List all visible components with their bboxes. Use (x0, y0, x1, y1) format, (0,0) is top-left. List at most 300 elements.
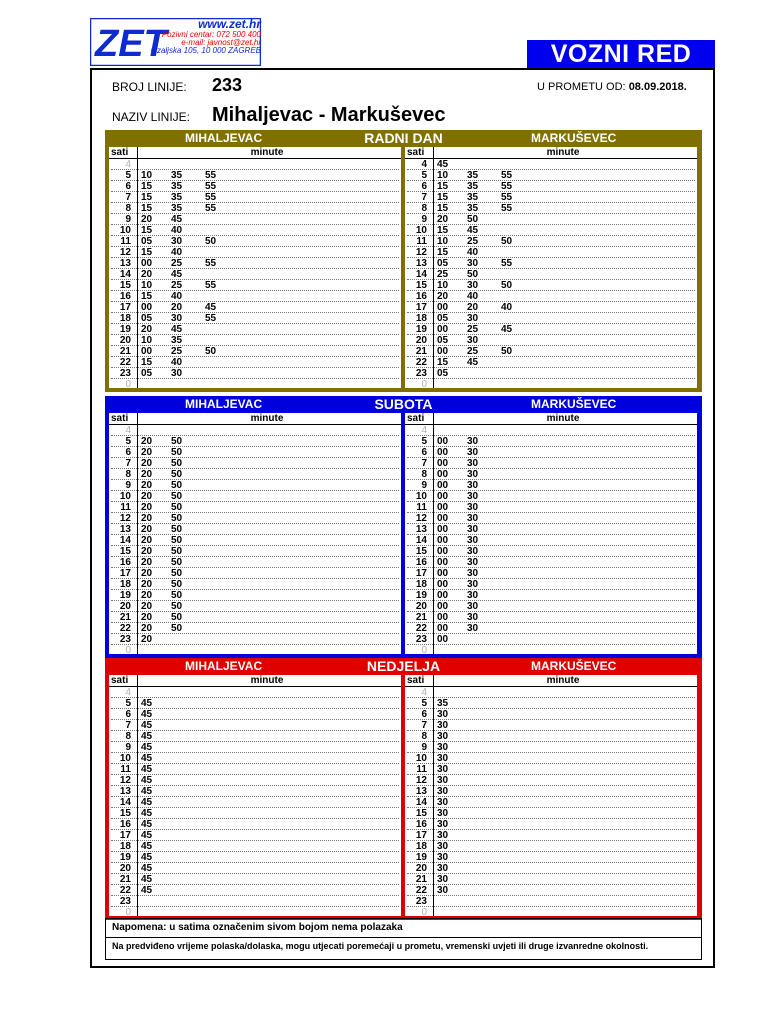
table-row (405, 546, 697, 557)
table-row (405, 335, 697, 346)
table-row (109, 280, 401, 291)
hour-cell: 20 (119, 335, 131, 346)
hour-cell: 15 (415, 546, 427, 557)
table-row (109, 808, 401, 819)
hour-cell: 17 (415, 568, 427, 579)
table-row (405, 645, 697, 654)
minute-cell: 20 (141, 513, 153, 524)
minute-cell: 45 (141, 720, 153, 731)
minute-cell: 40 (171, 291, 183, 302)
hour-cell: 13 (415, 258, 427, 269)
minute-cell: 05 (437, 313, 449, 324)
minute-cell: 15 (141, 203, 153, 214)
minute-cell: 15 (437, 225, 449, 236)
minute-cell: 35 (171, 192, 183, 203)
minute-cell: 15 (141, 181, 153, 192)
hour-cell: 16 (415, 557, 427, 568)
hour-cell: 10 (119, 753, 131, 764)
minute-cell: 20 (141, 214, 153, 225)
hour-cell: 19 (415, 590, 427, 601)
table-row (109, 557, 401, 568)
minute-cell: 35 (171, 335, 183, 346)
minute-cell: 40 (171, 247, 183, 258)
hour-cell: 22 (415, 357, 427, 368)
hour-cell: 19 (119, 324, 131, 335)
table-row (405, 469, 697, 480)
hour-cell: 4 (421, 159, 427, 170)
hour-cell: 0 (421, 379, 427, 388)
hour-cell: 21 (119, 874, 131, 885)
minute-cell: 45 (467, 225, 479, 236)
minute-cell: 00 (437, 590, 449, 601)
day-label: NEDJELJA (366, 658, 441, 674)
table-row (405, 841, 697, 852)
logo-address: Ozaljska 105, 10 000 ZAGREB (150, 46, 261, 56)
minute-cell: 50 (171, 491, 183, 502)
table-row (109, 225, 401, 236)
minute-cell: 25 (171, 280, 183, 291)
table-row (405, 280, 697, 291)
minute-cell: 50 (171, 612, 183, 623)
table-from-markusevec (405, 413, 697, 654)
name-label: NAZIV LINIJE: (112, 110, 191, 124)
table-row (109, 447, 401, 458)
table-row (109, 742, 401, 753)
minute-cell: 35 (467, 181, 479, 192)
minute-cell: 55 (501, 258, 513, 269)
minute-cell: 45 (141, 764, 153, 775)
minute-cell: 45 (141, 874, 153, 885)
minute-cell: 00 (437, 535, 449, 546)
hour-cell: 19 (415, 324, 427, 335)
hour-cell: 11 (120, 764, 131, 775)
minute-cell: 50 (171, 623, 183, 634)
notes-divider (105, 937, 702, 938)
minute-cell: 20 (141, 480, 153, 491)
minute-cell: 20 (141, 469, 153, 480)
table-row (109, 568, 401, 579)
hour-cell: 8 (125, 731, 131, 742)
table-row (109, 590, 401, 601)
table-row (405, 623, 697, 634)
hour-cell: 17 (415, 830, 427, 841)
minute-cell: 45 (141, 753, 153, 764)
hour-cell: 15 (119, 808, 131, 819)
table-row (109, 874, 401, 885)
hour-cell: 12 (415, 513, 427, 524)
minute-cell: 00 (437, 524, 449, 535)
hour-cell: 0 (125, 907, 131, 916)
minute-cell: 30 (437, 885, 449, 896)
note-grey-hours: Napomena: u satima označenim sivom bojom nema polazaka (112, 922, 403, 933)
minute-cell: 15 (437, 192, 449, 203)
hour-cell: 6 (421, 181, 427, 192)
table-row (109, 634, 401, 645)
minute-cell: 55 (205, 170, 217, 181)
minute-cell: 20 (141, 269, 153, 280)
hour-cell: 10 (415, 491, 427, 502)
section-header (105, 658, 702, 675)
hour-cell: 22 (415, 623, 427, 634)
hour-cell: 5 (421, 436, 427, 447)
minute-cell: 30 (467, 568, 479, 579)
day-label: RADNI DAN (364, 130, 443, 146)
table-row (405, 192, 697, 203)
table-row (405, 214, 697, 225)
minute-cell: 50 (171, 590, 183, 601)
minute-cell: 45 (141, 742, 153, 753)
hour-cell: 5 (125, 698, 131, 709)
hour-cell: 20 (415, 863, 427, 874)
minute-cell: 05 (141, 368, 153, 379)
table-row (405, 590, 697, 601)
table-row (405, 436, 697, 447)
minute-cell: 50 (171, 447, 183, 458)
hour-cell: 6 (421, 447, 427, 458)
hour-cell: 16 (415, 291, 427, 302)
table-row (109, 687, 401, 698)
minute-cell: 30 (467, 524, 479, 535)
minute-cell: 10 (437, 280, 449, 291)
minute-cell: 30 (437, 852, 449, 863)
minute-cell: 00 (437, 513, 449, 524)
hour-cell: 17 (415, 302, 427, 313)
hour-cell: 5 (421, 698, 427, 709)
minute-cell: 00 (437, 601, 449, 612)
minute-cell: 35 (171, 170, 183, 181)
table-row (405, 753, 697, 764)
table-row (109, 535, 401, 546)
minute-cell: 05 (437, 335, 449, 346)
minute-cell: 00 (141, 346, 153, 357)
table-row (109, 502, 401, 513)
hours-header: sati (111, 675, 129, 686)
table-row (405, 535, 697, 546)
hour-cell: 14 (415, 535, 427, 546)
table-row (109, 546, 401, 557)
table-row (405, 852, 697, 863)
minute-cell: 40 (171, 357, 183, 368)
column-header (405, 675, 697, 686)
minute-cell: 45 (141, 885, 153, 896)
minute-cell: 30 (467, 601, 479, 612)
hour-cell: 4 (125, 687, 131, 698)
hour-cell: 18 (415, 579, 427, 590)
minute-cell: 45 (437, 159, 449, 170)
hour-cell: 23 (119, 368, 131, 379)
hour-cell: 10 (119, 491, 131, 502)
minute-cell: 05 (437, 258, 449, 269)
hour-cell: 9 (421, 214, 427, 225)
hours-header: sati (407, 675, 425, 686)
table-row (109, 841, 401, 852)
minute-cell: 10 (141, 170, 153, 181)
minute-cell: 15 (437, 247, 449, 258)
hour-cell: 21 (415, 346, 427, 357)
minute-cell: 30 (437, 742, 449, 753)
hour-cell: 6 (125, 447, 131, 458)
table-row (109, 612, 401, 623)
minute-cell: 45 (141, 709, 153, 720)
table-row (109, 335, 401, 346)
minute-cell: 20 (141, 491, 153, 502)
hour-cell: 7 (125, 458, 131, 469)
table-row (109, 458, 401, 469)
section-header (105, 396, 702, 413)
table-row (109, 797, 401, 808)
hour-cell: 11 (416, 502, 427, 513)
minute-cell: 30 (467, 258, 479, 269)
table-row (405, 524, 697, 535)
minute-cell: 35 (171, 181, 183, 192)
minute-cell: 20 (141, 436, 153, 447)
minute-cell: 05 (141, 313, 153, 324)
minute-cell: 30 (467, 469, 479, 480)
minute-cell: 20 (141, 502, 153, 513)
minute-cell: 40 (467, 247, 479, 258)
minute-cell: 00 (141, 258, 153, 269)
hour-cell: 8 (421, 469, 427, 480)
minute-cell: 20 (141, 557, 153, 568)
minute-cell: 15 (141, 247, 153, 258)
table-row (405, 742, 697, 753)
table-row (405, 346, 697, 357)
table-row (405, 808, 697, 819)
minute-cell: 15 (141, 225, 153, 236)
minute-cell: 50 (171, 568, 183, 579)
minute-cell: 20 (141, 612, 153, 623)
minute-cell: 05 (437, 368, 449, 379)
minute-cell: 25 (437, 269, 449, 280)
minute-cell: 00 (437, 324, 449, 335)
hour-cell: 22 (119, 357, 131, 368)
hour-cell: 20 (119, 863, 131, 874)
table-row (405, 302, 697, 313)
minute-cell: 00 (141, 302, 153, 313)
table-row (405, 502, 697, 513)
table-row (109, 709, 401, 720)
minute-cell: 30 (467, 557, 479, 568)
minute-cell: 55 (205, 192, 217, 203)
minutes-header: minute (250, 147, 284, 158)
hour-cell: 19 (415, 852, 427, 863)
minutes-header: minute (546, 413, 580, 424)
hour-cell: 4 (421, 687, 427, 698)
table-row (405, 225, 697, 236)
minute-cell: 40 (171, 225, 183, 236)
table-row (405, 786, 697, 797)
hour-cell: 13 (119, 524, 131, 535)
hour-cell: 13 (119, 258, 131, 269)
hour-cell: 17 (119, 568, 131, 579)
hour-cell: 12 (119, 247, 131, 258)
hour-cell: 15 (415, 808, 427, 819)
hour-cell: 6 (125, 709, 131, 720)
minute-cell: 55 (205, 181, 217, 192)
minute-cell: 30 (467, 447, 479, 458)
hour-cell: 10 (119, 225, 131, 236)
table-row (109, 623, 401, 634)
minute-cell: 45 (141, 852, 153, 863)
table-row (109, 357, 401, 368)
minutes-header: minute (250, 675, 284, 686)
minute-cell: 30 (467, 590, 479, 601)
minute-cell: 50 (467, 214, 479, 225)
minute-cell: 50 (501, 280, 513, 291)
minute-cell: 15 (437, 203, 449, 214)
minute-cell: 50 (501, 236, 513, 247)
hour-cell: 22 (415, 885, 427, 896)
table-row (405, 425, 697, 436)
minute-cell: 10 (437, 170, 449, 181)
logo-phone: Pozivni centar: 072 500 400 (161, 29, 261, 39)
hour-cell: 23 (415, 634, 427, 645)
table-row (405, 447, 697, 458)
table-row (405, 557, 697, 568)
minute-cell: 20 (437, 214, 449, 225)
schedule-2 (105, 658, 702, 920)
minute-cell: 50 (501, 346, 513, 357)
hour-cell: 7 (421, 458, 427, 469)
minute-cell: 30 (467, 313, 479, 324)
table-row (109, 258, 401, 269)
minute-cell: 20 (141, 590, 153, 601)
hour-cell: 9 (125, 480, 131, 491)
minute-cell: 00 (437, 557, 449, 568)
schedule-1 (105, 396, 702, 658)
minute-cell: 50 (171, 458, 183, 469)
minute-cell: 15 (437, 181, 449, 192)
minute-cell: 30 (437, 753, 449, 764)
hour-cell: 8 (125, 203, 131, 214)
hour-cell: 13 (415, 786, 427, 797)
minutes-header: minute (546, 147, 580, 158)
table-from-mihaljevac (109, 413, 401, 654)
minute-cell: 55 (501, 192, 513, 203)
direction-left: MIHALJEVAC (185, 397, 263, 411)
table-from-markusevec (405, 147, 697, 388)
minute-cell: 45 (141, 797, 153, 808)
hour-cell: 12 (119, 775, 131, 786)
hour-cell: 9 (421, 742, 427, 753)
hour-cell: 4 (125, 425, 131, 436)
hour-cell: 18 (119, 313, 131, 324)
minute-cell: 55 (501, 170, 513, 181)
minute-cell: 00 (437, 469, 449, 480)
valid-from (537, 81, 687, 93)
minute-cell: 30 (437, 786, 449, 797)
table-row (405, 291, 697, 302)
minutes-header: minute (250, 413, 284, 424)
minute-cell: 25 (171, 258, 183, 269)
table-row (405, 258, 697, 269)
hour-cell: 23 (119, 634, 131, 645)
hour-cell: 15 (415, 280, 427, 291)
minute-cell: 50 (171, 469, 183, 480)
hour-cell: 16 (119, 819, 131, 830)
minute-cell: 45 (171, 269, 183, 280)
minutes-header: minute (546, 675, 580, 686)
table-row (109, 324, 401, 335)
minute-cell: 30 (437, 819, 449, 830)
minute-cell: 20 (141, 458, 153, 469)
minute-cell: 15 (141, 192, 153, 203)
table-row (109, 302, 401, 313)
hour-cell: 7 (125, 192, 131, 203)
table-row (109, 720, 401, 731)
minute-cell: 20 (467, 302, 479, 313)
minute-cell: 00 (437, 502, 449, 513)
minute-cell: 00 (437, 579, 449, 590)
column-header (405, 413, 697, 424)
minute-cell: 50 (171, 557, 183, 568)
table-row (405, 709, 697, 720)
minute-cell: 30 (467, 513, 479, 524)
minute-cell: 35 (467, 192, 479, 203)
minute-cell: 30 (467, 623, 479, 634)
minute-cell: 00 (437, 447, 449, 458)
minute-cell: 25 (467, 236, 479, 247)
schedule-0 (105, 130, 702, 392)
table-row (405, 896, 697, 907)
hour-cell: 5 (421, 170, 427, 181)
hour-cell: 17 (119, 302, 131, 313)
table-row (109, 645, 401, 654)
minute-cell: 10 (437, 236, 449, 247)
table-row (109, 753, 401, 764)
minute-cell: 20 (141, 579, 153, 590)
table-row (109, 491, 401, 502)
hour-cell: 21 (119, 612, 131, 623)
minute-cell: 00 (437, 612, 449, 623)
hour-cell: 14 (119, 797, 131, 808)
hour-cell: 20 (119, 601, 131, 612)
minute-cell: 45 (501, 324, 513, 335)
minute-cell: 45 (171, 214, 183, 225)
hour-cell: 11 (120, 502, 131, 513)
table-row (405, 203, 697, 214)
minute-cell: 20 (141, 535, 153, 546)
minute-cell: 25 (467, 346, 479, 357)
minute-cell: 00 (437, 546, 449, 557)
logo-www[interactable]: www.zet.hr (198, 17, 261, 31)
hour-cell: 14 (415, 797, 427, 808)
table-row (405, 568, 697, 579)
table-row (109, 698, 401, 709)
hour-cell: 18 (119, 841, 131, 852)
table-row (109, 425, 401, 436)
minute-cell: 30 (171, 313, 183, 324)
minute-cell: 45 (141, 819, 153, 830)
minute-cell: 00 (437, 436, 449, 447)
direction-right: MARKUŠEVEC (531, 659, 617, 673)
minute-cell: 40 (501, 302, 513, 313)
table-row (109, 313, 401, 324)
section-header (105, 130, 702, 147)
hour-cell: 4 (125, 159, 131, 170)
hour-cell: 14 (119, 269, 131, 280)
minute-cell: 30 (437, 764, 449, 775)
minute-cell: 45 (141, 786, 153, 797)
table-row (405, 379, 697, 388)
minute-cell: 30 (467, 579, 479, 590)
table-row (405, 698, 697, 709)
table-row (405, 731, 697, 742)
hour-cell: 6 (125, 181, 131, 192)
minute-cell: 05 (141, 236, 153, 247)
logo-email[interactable]: e-mail: javnost@zet.hr (181, 37, 261, 47)
minute-cell: 50 (171, 480, 183, 491)
